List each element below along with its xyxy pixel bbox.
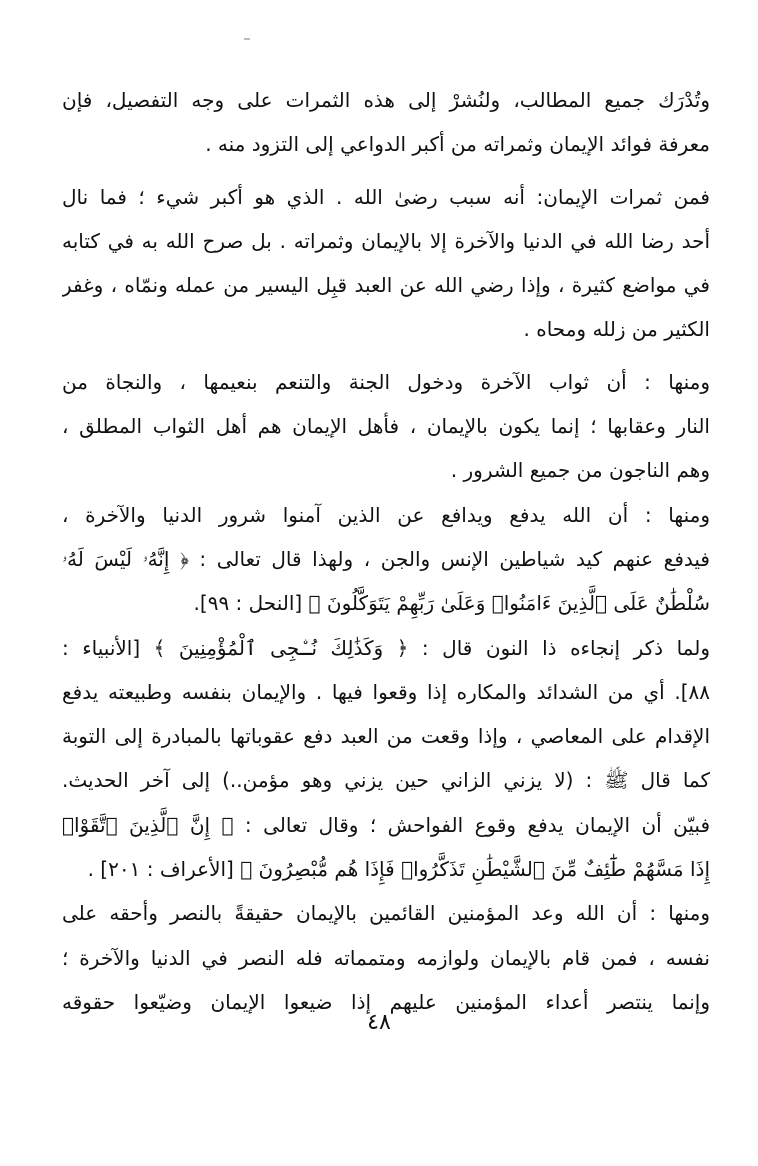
text-line: أحد رضا الله في الدنيا والآخرة إلا بالإيمان وثمراته . بل صرح الله به في كتابه (62, 228, 710, 253)
body-text (62, 78, 710, 1024)
text-line: وتُدْرَك جميع المطالب، ولنُشرْ إلى هذه الثمرات على وجه التفصيل، فإن (62, 88, 710, 112)
text-line: وهم الناجون من جميع الشرور . (450, 458, 710, 483)
text-line: الكثير من زلله ومحاه . (523, 317, 710, 342)
hadith-line: كما قال ﷺ : (لا يزني الزاني حين يزني وهو مؤمن..) إلى آخر الحديث. (62, 768, 710, 793)
text-line: الإقدام على المعاصي ، وإذا وقعت من العبد دفع عقوباتها بالمبادرة إلى التوبة (62, 724, 710, 749)
text-line: ٨٨]. أي من الشدائد والمكاره إذا وقعوا فيها . والإيمان بنفسه وطبيعته يدفع (62, 679, 710, 704)
quran-verse-line: سُلْطَٰنٌ عَلَى ٱلَّذِينَ ءَامَنُوا۟ وَعَلَىٰ رَبِّهِمْ يَتَوَكَّلُونَ ﴾ [النحل : ٩٩]. (193, 591, 710, 616)
text-line: ومنها : أن الله وعد المؤمنين القائمين بالإيمان حقيقةً بالنصر وأحقه على (62, 901, 710, 926)
text-line: فبيّن أن الإيمان يدفع وقوع الفواحش ؛ وقال تعالى : ﴿ إِنَّ ٱلَّذِينَ ٱتَّقَوْا۟ (62, 812, 710, 837)
text-line: فيدفع عنهم كيد شياطين الإنس والجن ، ولهذا قال تعالى : ﴿ إِنَّهُۥ لَيْسَ لَهُۥ (62, 546, 710, 571)
text-line: معرفة فوائد الإيمان وثمراته من أكبر الدواعي إلى التزود منه . (205, 132, 710, 157)
quran-verse-line: إِذَا مَسَّهُمْ طَٰٓئِفٌ مِّنَ ٱلشَّيْطَٰنِ تَذَكَّرُوا۟ فَإِذَا هُم مُّبْصِرُونَ ﴾ [الأعراف : ٢٠١] . (87, 857, 710, 882)
text-line: النار وعقابها ؛ إنما يكون بالإيمان ، فأهل الإيمان هم أهل الثواب المطلق ، (62, 414, 710, 439)
text-line: نفسه ، فمن قام بالإيمان ولوازمه ومتمماته فله النصر في الدنيا والآخرة ؛ (62, 945, 710, 970)
page-number: ٤٨ (367, 1010, 391, 1035)
text-line: ومنها : أن ثواب الآخرة ودخول الجنة والتنعم بنعيمها ، والنجاة من (62, 369, 710, 394)
text-line: فمن ثمرات الإيمان: أنه سبب رضىٰ الله . الذي هو أكبر شيء ؛ فما نال (62, 184, 710, 209)
text-line: وإنما ينتصر أعداء المؤمنين عليهم إذا ضيعوا الإيمان وضيّعوا حقوقه (62, 989, 710, 1014)
scan-mark (244, 38, 250, 40)
text-line: ولما ذكر إنجاءه ذا النون قال : ﴿ وَكَذَٰلِكَ نُـۨجِى ٱلْمُؤْمِنِينَ ﴾ [الأنبياء : (62, 635, 710, 660)
text-line: في مواضع كثيرة ، وإذا رضي الله عن العبد قبِل اليسير من عمله ونمّاه ، وغفر (62, 273, 710, 298)
text-line: ومنها : أن الله يدفع ويدافع عن الذين آمنوا شرور الدنيا والآخرة ، (62, 502, 710, 527)
